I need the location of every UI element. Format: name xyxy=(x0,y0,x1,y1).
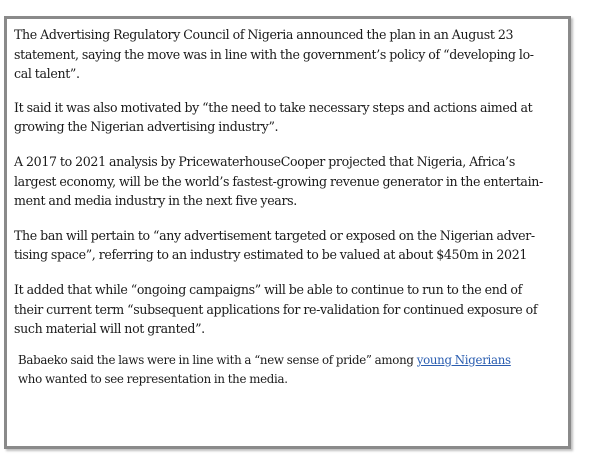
text-line: growing the Nigerian advertising industry”. xyxy=(14,119,279,135)
text-line: It said it was also motivated by “the need to take necessary steps and actions aimed at xyxy=(14,99,533,115)
text-line: statement, saying the move was in line with the government’s policy of “developing lo- xyxy=(14,46,534,62)
text-line: cal talent”. xyxy=(14,66,80,82)
text-line: ment and media industry in the next five years. xyxy=(14,193,297,209)
paragraph-ban-scope xyxy=(14,226,562,265)
text-line: Babaeko said the laws were in line with a “new sense of pride” among xyxy=(18,352,417,367)
text-line: tising space”, referring to an industry estimated to be valued at about $450m in 2021 xyxy=(14,247,528,263)
text-line: It added that while “ongoing campaigns” will be able to continue to run to the end of xyxy=(14,281,522,297)
text-line: A 2017 to 2021 analysis by PricewaterhouseCooper projected that Nigeria, Africa’s xyxy=(14,153,515,169)
article-frame xyxy=(4,16,571,449)
text-line: The ban will pertain to “any advertisement targeted or exposed on the Nigerian adver- xyxy=(14,227,535,243)
article-body xyxy=(14,25,562,404)
paragraph-council-announcement xyxy=(14,25,562,84)
text-line: The Advertising Regulatory Council of Nigeria announced the plan in an August 23 xyxy=(14,27,514,42)
young-nigerians-link[interactable]: young Nigerians xyxy=(416,352,511,367)
text-line: largest economy, will be the world’s fastest-growing revenue generator in the entertain- xyxy=(14,173,543,189)
text-line: their current term “subsequent applications for re-validation for continued exposure of xyxy=(14,301,538,317)
paragraph-motivation xyxy=(14,98,562,137)
text-line: such material will not granted”. xyxy=(14,321,205,337)
paragraph-babaeko-quote xyxy=(18,351,562,389)
text-line: who wanted to see representation in the media. xyxy=(18,371,288,386)
paragraph-pwc-analysis xyxy=(14,152,562,211)
paragraph-ongoing-campaigns xyxy=(14,280,562,339)
